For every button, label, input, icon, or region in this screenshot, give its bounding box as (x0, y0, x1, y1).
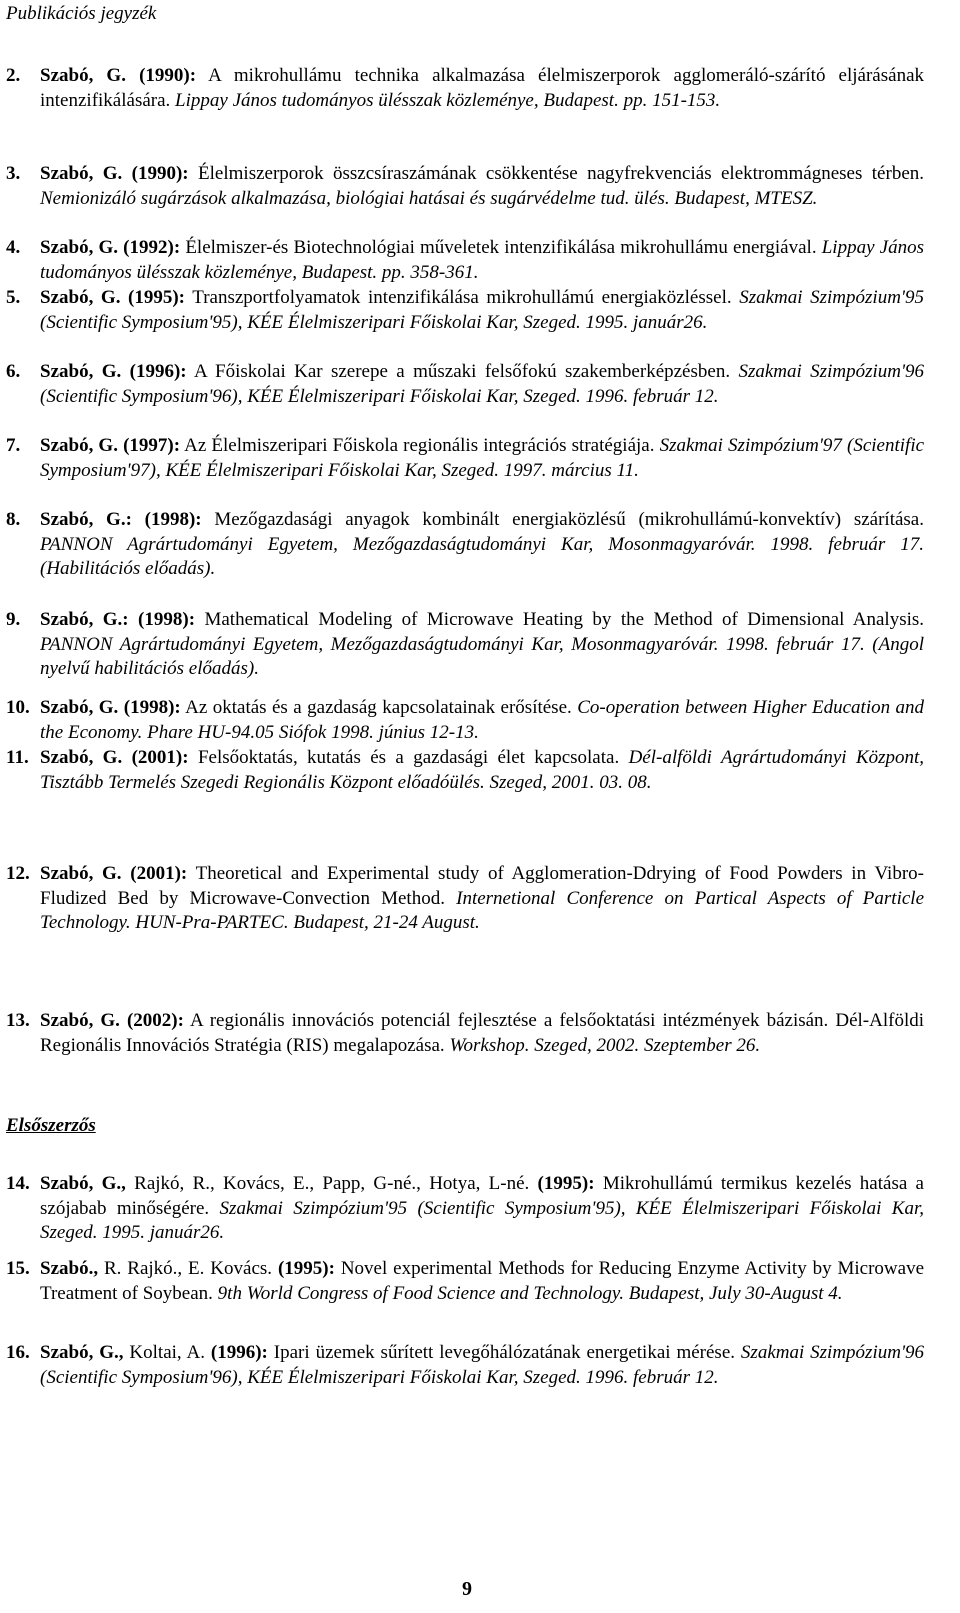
entry-number: 14. (6, 1173, 30, 1194)
entry-coauthors: Koltai, A. (129, 1342, 205, 1363)
entry-number: 7. (6, 435, 21, 456)
entry-number: 4. (6, 237, 21, 258)
entry-venue: 9th World Congress of Food Science and Technology. Budapest, July 30-August 4. (217, 1282, 843, 1304)
entry-year: (1998): (123, 697, 181, 718)
entry-number: 3. (6, 163, 21, 184)
entry-venue: PANNON Agrártudományi Egyetem, Mezőgazdaságtudományi Kar, Mosonmagyaróvár. 1998. február 17. (Angol nyelvű habilitációs előadás). (40, 633, 924, 680)
entry-title: Élelmiszerporok összcsíraszámának csökkentése nagyfrekvenciás elektrommágneses térben. (198, 163, 925, 184)
publication-entry (6, 696, 924, 745)
entry-body (40, 746, 924, 795)
entry-venue: Szakmai Szimpózium'96 (Scientific Symposium'96), KÉE Élelmiszeripari Főiskolai Kar, Szeged. 1996. február 12. (40, 1342, 925, 1388)
entry-year: (1996): (129, 361, 187, 382)
publication-entry (6, 508, 924, 582)
entry-author: Szabó, G. (40, 361, 122, 382)
entry-venue: Workshop. Szeged, 2002. Szeptember 26. (449, 1034, 761, 1056)
publication-entry (6, 434, 924, 483)
entry-author: Szabó, G., (40, 1342, 124, 1363)
entry-number: 12. (6, 863, 30, 884)
publication-entry (6, 608, 924, 682)
entry-body (40, 286, 924, 335)
entry-year: (1998): (144, 509, 202, 530)
entry-author: Szabó, G. (40, 65, 126, 86)
entry-title: Élelmiszer-és Biotechnológiai műveletek intenzifikálása mikrohullámu energiával. (185, 237, 817, 258)
entry-body (40, 1341, 924, 1390)
entry-body (40, 1172, 924, 1246)
publication-entry (6, 862, 924, 936)
entry-title: Transzportfolyamatok intenzifikálása mikrohullámú energiaközléssel. (192, 287, 732, 308)
entry-venue: Co-operation between Higher Education and the Economy. Phare HU-94.05 Siófok 1998. június 12-13. (40, 697, 925, 743)
entry-body (40, 696, 924, 745)
entry-author: Szabó, G. (40, 163, 123, 184)
entry-body (40, 862, 924, 936)
entry-number: 5. (6, 287, 21, 308)
entry-number: 6. (6, 361, 21, 382)
entry-author: Szabó., (40, 1258, 99, 1279)
publication-entry (6, 1257, 924, 1306)
publication-entry (6, 360, 924, 409)
publication-entry (6, 1009, 924, 1058)
entry-year: (2001): (130, 863, 188, 884)
entry-number: 16. (6, 1342, 30, 1363)
entry-title: A mikrohullámu technika alkalmazása élelmiszerporok agglomeráló-szárító eljárásának intenzifikálására. (40, 65, 925, 111)
entry-author: Szabó, G. (40, 287, 121, 308)
entry-author: Szabó, G.: (40, 509, 132, 530)
entry-venue: PANNON Agrártudományi Egyetem, Mezőgazdaságtudományi Kar, Mosonmagyaróvár. 1998. február 17. (Habilitációs előadás). (40, 533, 924, 580)
entry-title: Mezőgazdasági anyagok kombinált energiaközlésű (mikrohullámú-konvektív) szárítása. (214, 509, 924, 530)
entry-body (40, 434, 924, 483)
publication-entry (6, 1341, 924, 1390)
entry-year: (1997): (123, 435, 181, 456)
entry-coauthors: Rajkó, R., Kovács, E., Papp, G-né., Hotya, L-né. (134, 1173, 530, 1194)
entry-author: Szabó, G.: (40, 609, 129, 630)
entry-body (40, 236, 924, 285)
entry-year: (1990): (139, 65, 197, 86)
page-number: 9 (462, 1578, 472, 1600)
entry-year: (1990): (131, 163, 189, 184)
entry-title: Felsőoktatás, kutatás és a gazdasági élet kapcsolata. (197, 747, 620, 768)
entry-title: A Főiskolai Kar szerepe a műszaki felsőfokú szakemberképzésben. (193, 361, 731, 382)
publication-entry (6, 236, 924, 285)
entry-title: Mathematical Modeling of Microwave Heating by the Method of Dimensional Analysis. (204, 609, 925, 630)
entry-year: (1996): (210, 1342, 268, 1363)
entry-title: Ipari üzemek sűrített levegőhálózatának energetikai mérése. (273, 1342, 736, 1363)
entry-year: (1995): (277, 1258, 335, 1279)
entry-number: 13. (6, 1010, 30, 1031)
entry-author: Szabó, G. (40, 863, 122, 884)
entry-author: Szabó, G., (40, 1173, 126, 1194)
publication-entry (6, 286, 924, 335)
entry-coauthors: R. Rajkó., E. Kovács. (103, 1258, 273, 1279)
entry-author: Szabó, G. (40, 435, 118, 456)
entry-author: Szabó, G. (40, 747, 123, 768)
entry-body (40, 508, 924, 582)
entry-author: Szabó, G. (40, 237, 119, 258)
entry-number: 10. (6, 697, 30, 718)
entry-title: Az oktatás és a gazdaság kapcsolatainak erősítése. (185, 697, 572, 718)
entry-year: (1995): (128, 287, 186, 308)
entry-number: 2. (6, 65, 21, 86)
entry-year: (1998): (138, 609, 196, 630)
entry-body (40, 360, 924, 409)
entry-year: (2002): (126, 1010, 184, 1031)
page-header: Publikációs jegyzék (6, 3, 157, 24)
entry-year: (1992): (123, 237, 181, 258)
entry-venue: Lippay János tudományos ülésszak közleménye, Budapest. pp. 151-153. (175, 89, 721, 111)
entry-body (40, 1257, 924, 1306)
entry-title: Mikrohullámú termikus kezelés hatása a szójabab minőségére. (40, 1173, 924, 1219)
entry-number: 15. (6, 1258, 30, 1279)
entry-body (40, 64, 924, 113)
entry-venue: Szakmai Szimpózium'95 (Scientific Symposium'95), KÉE Élelmiszeripari Főiskolai Kar, Szeged. 1995. január26. (40, 287, 924, 333)
entry-venue: Szakmai Szimpózium'97 (Scientific Symposium'97), KÉE Élelmiszeripari Főiskolai Kar, Szeged. 1997. március 11. (40, 435, 925, 481)
entry-title: A regionális innovációs potenciál fejlesztése a felsőoktatási intézmények bázisán. Dél-Alföldi Regionális Innovációs Stratégia (RIS) megalapozása. (40, 1010, 925, 1056)
publication-entry (6, 1172, 924, 1246)
entry-title: Az Élelmiszeripari Főiskola regionális integrációs stratégiája. (184, 435, 655, 456)
entry-year: (1995): (537, 1173, 595, 1194)
entry-body (40, 162, 924, 211)
section-title: Elsőszerzős (6, 1115, 96, 1136)
entry-body (40, 1009, 924, 1058)
entry-venue: Dél-alföldi Agrártudományi Központ, Tisztább Termelés Szegedi Regionális Központ előadóülés. Szeged, 2001. 03. 08. (40, 747, 925, 793)
publication-entry (6, 64, 924, 113)
entry-number: 8. (6, 509, 21, 530)
entry-venue: Lippay János tudományos ülésszak közleménye, Budapest. pp. 358-361. (40, 237, 924, 283)
publication-entry (6, 746, 924, 795)
entry-title: Theoretical and Experimental study of Agglomeration-Ddrying of Food Powders in Vibro-Fludized Bed by Microwave-Convection Method. (40, 863, 924, 909)
entry-author: Szabó, G. (40, 1010, 120, 1031)
entry-number: 11. (6, 747, 29, 768)
entry-number: 9. (6, 609, 21, 630)
entry-venue: Internetional Conference on Partical Aspects of Particle Technology. HUN-Pra-PARTEC. Budapest, 21-24 August. (40, 887, 924, 934)
entry-year: (2001): (131, 747, 189, 768)
entry-venue: Szakmai Szimpózium'96 (Scientific Symposium'96), KÉE Élelmiszeripari Főiskolai Kar, Szeged. 1996. február 12. (40, 361, 925, 407)
publication-entry (6, 162, 924, 211)
entry-body (40, 608, 924, 682)
entry-author: Szabó, G. (40, 697, 119, 718)
entry-venue: Szakmai Szimpózium'95 (Scientific Symposium'95), KÉE Élelmiszeripari Főiskolai Kar, Szeged. 1995. január26. (40, 1197, 925, 1244)
entry-title: Novel experimental Methods for Reducing Enzyme Activity by Microwave Treatment of Soybean. (40, 1258, 925, 1304)
entry-venue: Nemionizáló sugárzások alkalmazása, biológiai hatásai és sugárvédelme tud. ülés. Budapest, MTESZ. (40, 187, 818, 209)
